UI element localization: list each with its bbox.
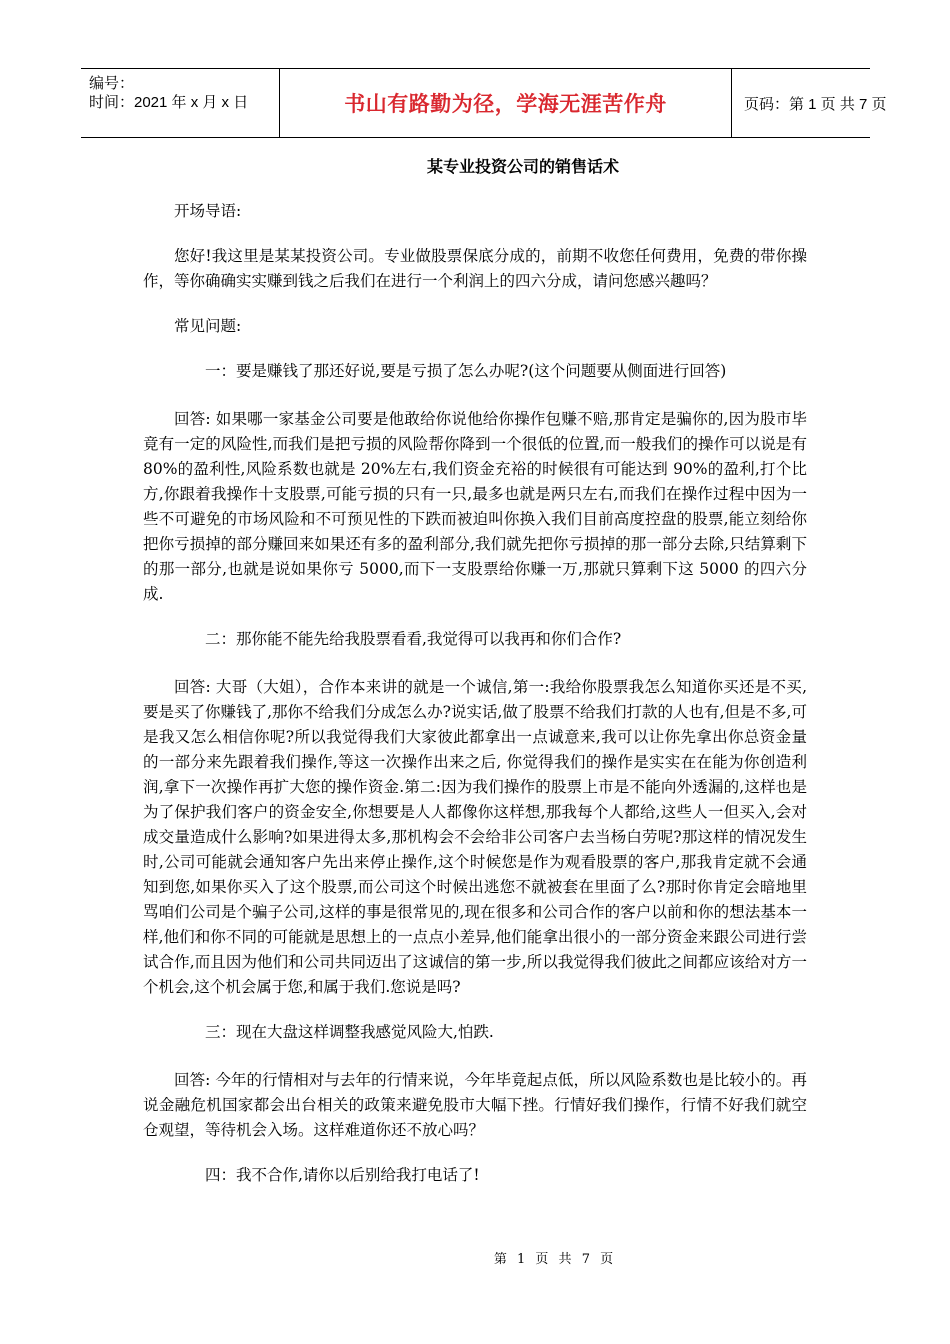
question-3-number: 三： (205, 1023, 237, 1041)
header-page-label: 页码：第 1 页 共 7 页 (744, 95, 887, 113)
header-time-label: 时间：2021 年 x 月 x 日 (89, 94, 249, 111)
header-page-cell (732, 69, 887, 137)
answer-2: 回答: 大哥（大姐），合作本来讲的就是一个诚信,第一:我给你股票我怎么知道你买还是不买,要是买了你赚钱了,那你不给我们分成怎么办?说实话,做了股票不给我们打款的人也有,但是不多,可是我又怎么相信你呢?所以我觉得我们大家彼此都拿出一点诚意来,我可以让你先拿出你总资金量的一部分来先跟着我们操作,等这一次操作出来之后, 你觉得我们的操作是实实在在能为你创造利润,拿下一次操作再扩大您的操作资金.第二:因为我们操作的股票上市是不能向外透漏的,这样也是为了保护我们客户的资金安全,你想要是人人都像你这样想,那我每个人都给,这些人一但买入,会对成交量造成什么影响?如果进得太多,那机构会不会给非公司客户去当杨白劳呢?那这样的情况发生时,公司可能就会通知客户先出来停止操作,这个时候您是作为观看股票的客户,那我肯定就不会通知到您,如果你买入了这个股票,而公司这个时候出逃您不就被套在里面了么?那时你肯定会暗地里骂咱们公司是个骗子公司,这样的事是很常见的,现在很多和公司合作的客户以前和你的想法基本一样,他们和你不同的可能就是思想上的一点点小差异,他们能拿出很小的一部分资金来跟公司进行尝试合作,而且因为他们和公司共同迈出了这诚信的第一步,所以我觉得我们彼此之间都应该给对方一个机会,这个机会属于您,和属于我们.您说是吗? (143, 678, 807, 996)
answer-3: 回答: 今年的行情相对与去年的行情来说，今年毕竟起点低，所以风险系数也是比较小的。再说金融危机国家都会出台相关的政策来避免股市大幅下挫。行情好我们操作，行情不好我们就空仓观望，等待机会入场。这样难道你还不放心吗？ (143, 1071, 807, 1139)
document-body (143, 154, 807, 1211)
header-number-label: 编号： (89, 75, 135, 92)
question-3-text: 现在大盘这样调整我感觉风险大,怕跌. (236, 1023, 494, 1041)
question-1-text: 要是赚钱了那还好说,要是亏损了怎么办呢?(这个问题要从侧面进行回答) (236, 362, 727, 380)
intro-paragraph: 您好!我这里是某某投资公司。专业做股票保底分成的，前期不收您任何费用，免费的带你操作，等你确确实实赚到钱之后我们在进行一个利润上的四六分成，请问您感兴趣吗？ (143, 247, 807, 290)
answer-1: 回答: 如果哪一家基金公司要是他敢给你说他给你操作包赚不赔,那肯定是骗你的,因为股市毕竟有一定的风险性,而我们是把亏损的风险帮你降到一个很低的位置,而一般我们的操作可以说是有 80%的盈利性,风险系数也就是 20%左右,我们资金充裕的时候很有可能达到 90%的盈利,打个比方,你跟着我操作十支股票,可能亏损的只有一只,最多也就是两只左右,而我们在操作过程中因为一些不可避免的市场风险和不可预见性的下跌而被迫叫你换入我们目前高度控盘的股票,能立刻给你把你亏损掉的部分赚回来如果还有多的盈利部分,我们就先把你亏损掉的那一部分去除,只结算剩下的那一部分,也就是说如果你亏 5000,而下一支股票给你赚一万,那就只算剩下这 5000 的四六分成. (143, 410, 807, 603)
question-1-number: 一： (205, 362, 237, 380)
document-header (81, 68, 887, 138)
question-3 (143, 1020, 807, 1045)
question-2-text: 那你能不能先给我股票看看,我觉得可以我再和你们合作? (236, 630, 622, 648)
question-4-text: 我不合作,请你以后别给我打电话了! (236, 1166, 480, 1184)
page-footer: 第 1 页 共 7 页 (493, 1252, 617, 1267)
question-4-number: 四： (205, 1166, 237, 1184)
faq-heading: 常见问题: (174, 317, 242, 335)
question-2 (143, 627, 807, 652)
intro-heading: 开场导语: (174, 202, 242, 220)
question-4 (143, 1163, 807, 1188)
header-motto: 书山有路勤为径，学海无涯苦作舟 (344, 92, 667, 116)
question-2-number: 二： (205, 630, 237, 648)
document-title: 某专业投资公司的销售话术 (426, 157, 619, 176)
header-meta-cell (81, 69, 280, 137)
question-1 (143, 359, 807, 384)
header-motto-cell (280, 69, 732, 137)
